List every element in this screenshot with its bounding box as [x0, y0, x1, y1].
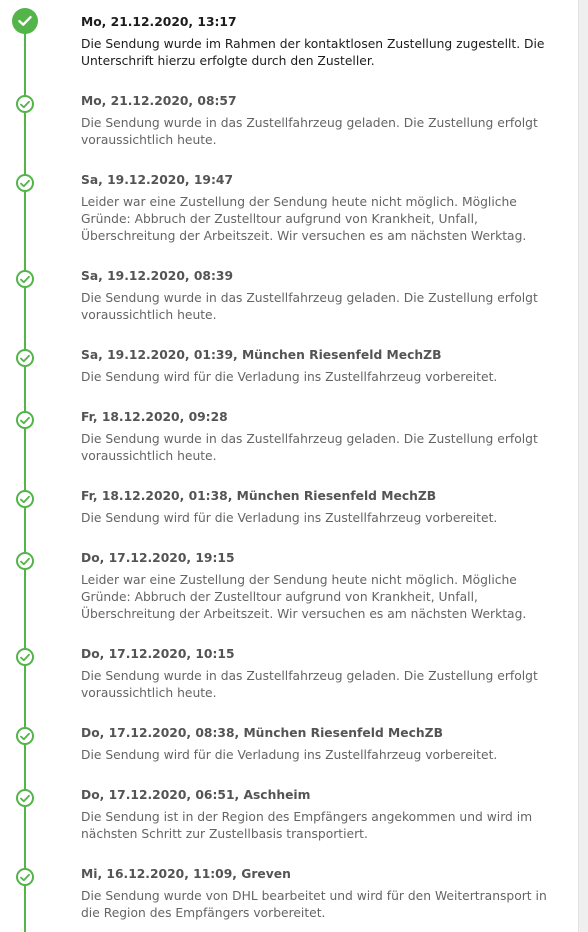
event-description: Die Sendung wurde in das Zustellfahrzeug geladen. Die Zustellung erfolgt voraussichtlich heute. — [81, 116, 538, 147]
event-description: Die Sendung ist in der Region des Empfängers angekommen und wird im nächsten Schritt zur Zustellbasis transportiert. — [81, 810, 533, 841]
check-circle-filled-icon — [12, 8, 38, 34]
event-datetime: Do, 17.12.2020, 08:38, München Riesenfeld MechZB — [81, 726, 443, 740]
event-datetime: Do, 17.12.2020, 06:51, Aschheim — [81, 788, 311, 802]
check-circle-outline-icon — [16, 552, 34, 570]
event-description: Die Sendung wurde im Rahmen der kontaktlosen Zustellung zugestellt. Die Unterschrift hierzu erfolgte durch den Zusteller. — [81, 37, 545, 68]
check-circle-outline-icon — [16, 270, 34, 288]
scroll-edge — [578, 0, 588, 932]
check-circle-outline-icon — [16, 868, 34, 886]
event-datetime: Mi, 16.12.2020, 11:09, Greven — [81, 867, 291, 881]
check-circle-outline-icon — [16, 349, 34, 367]
event-datetime: Mo, 21.12.2020, 13:17 — [81, 15, 237, 29]
event-datetime: Do, 17.12.2020, 19:15 — [81, 551, 235, 565]
check-circle-outline-icon — [16, 648, 34, 666]
event-description: Die Sendung wurde von DHL bearbeitet und wird für den Weitertransport in die Region des Empfängers vorbereitet. — [81, 889, 547, 920]
check-circle-outline-icon — [16, 411, 34, 429]
check-circle-outline-icon — [16, 490, 34, 508]
event-description: Die Sendung wurde in das Zustellfahrzeug geladen. Die Zustellung erfolgt voraussichtlich heute. — [81, 432, 538, 463]
event-datetime: Mo, 21.12.2020, 08:57 — [81, 94, 237, 108]
event-datetime: Fr, 18.12.2020, 09:28 — [81, 410, 228, 424]
event-datetime: Fr, 18.12.2020, 01:38, München Riesenfeld MechZB — [81, 489, 437, 503]
event-datetime: Sa, 19.12.2020, 01:39, München Riesenfeld MechZB — [81, 348, 442, 362]
event-description: Die Sendung wird für die Verladung ins Zustellfahrzeug vorbereitet. — [81, 511, 498, 525]
event-description: Die Sendung wird für die Verladung ins Zustellfahrzeug vorbereitet. — [81, 370, 498, 384]
event-datetime: Sa, 19.12.2020, 19:47 — [81, 173, 233, 187]
check-circle-outline-icon — [16, 174, 34, 192]
check-circle-outline-icon — [16, 789, 34, 807]
check-circle-outline-icon — [16, 727, 34, 745]
event-datetime: Do, 17.12.2020, 10:15 — [81, 647, 235, 661]
event-description: Die Sendung wurde in das Zustellfahrzeug geladen. Die Zustellung erfolgt voraussichtlich heute. — [81, 291, 538, 322]
event-description: Die Sendung wurde in das Zustellfahrzeug geladen. Die Zustellung erfolgt voraussichtlich heute. — [81, 669, 538, 700]
event-description: Leider war eine Zustellung der Sendung heute nicht möglich. Mögliche Gründe: Abbruch der Zustelltour aufgrund von Krankheit, Unfall, Überschreitung der Arbeitszeit. Wir versuchen es am nächsten Werktag. — [81, 195, 527, 243]
check-circle-outline-icon — [16, 95, 34, 113]
event-description: Leider war eine Zustellung der Sendung heute nicht möglich. Mögliche Gründe: Abbruch der Zustelltour aufgrund von Krankheit, Unfall, Überschreitung der Arbeitszeit. Wir versuchen es am nächsten Werktag. — [81, 573, 527, 621]
event-description: Die Sendung wird für die Verladung ins Zustellfahrzeug vorbereitet. — [81, 748, 498, 762]
event-datetime: Sa, 19.12.2020, 08:39 — [81, 269, 233, 283]
